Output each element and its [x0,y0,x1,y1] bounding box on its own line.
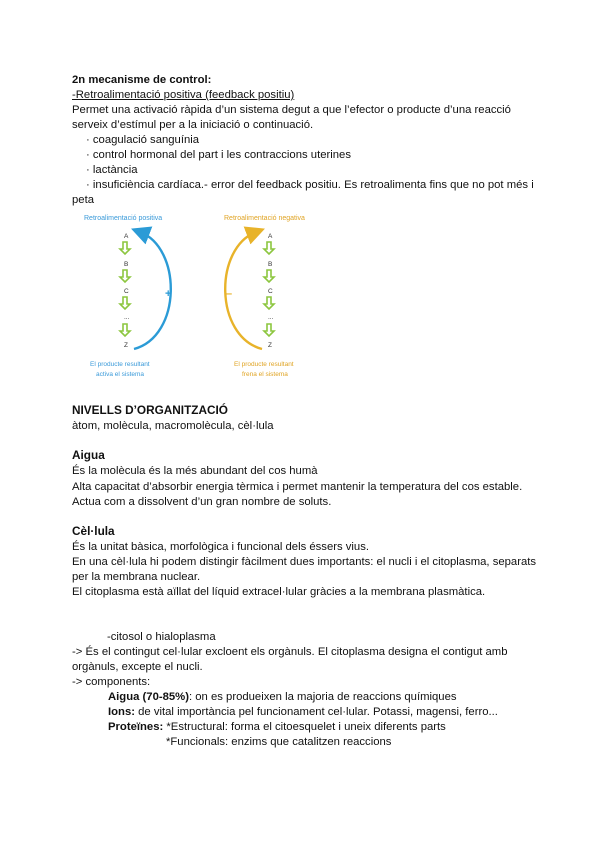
down-arrow [120,324,130,336]
down-arrow [120,270,130,282]
minus-sign: – [226,288,233,300]
letter-c: C [124,288,129,295]
component-text: de vital importància pel funcionament cel·lular. Potassi, magensi, ferro... [135,706,498,718]
paragraph-line: -> components: [72,676,151,688]
left-panel-title: Retroalimentació positiva [84,215,163,222]
bullet-item: · lactància [86,164,138,176]
bullet-item: · insuficiència cardíaca.- error del feedback positiu. Es retroalimenta fins que no pot més i [86,179,534,191]
component-label: Aigua (70-85%) [108,691,189,703]
component-water [108,690,457,704]
plus-sign: + [165,288,172,300]
down-arrow [120,297,130,309]
letter-z: Z [268,342,272,349]
right-panel-title: Retroalimentació negativa [224,215,305,222]
letter-b: B [124,261,129,268]
cytosol-heading: -citosol o hialoplasma [107,631,216,643]
letter-a: A [124,233,129,240]
paragraph-line: serveix d’estímul per a la iniciació o continuació. [72,119,314,131]
down-arrow [264,297,274,309]
left-caption-line1: El producte resultant [90,361,150,368]
down-arrow [120,242,130,254]
section-title-cell: Cèl·lula [72,524,115,538]
paragraph-line: àtom, molècula, macromolècula, cèl·lula [72,420,274,432]
paragraph-line: El citoplasma està aïllat del líquid extracel·lular gràcies a la membrana plasmàtica. [72,586,486,598]
paragraph-line: Permet una activació ràpida d’un sistema degut a que l’efector o producte d’una reacció [72,104,511,116]
bullet-item: · control hormonal del part i les contraccions uterines [86,149,351,161]
left-caption-line2: activa el sistema [96,371,145,378]
section-title-control: 2n mecanisme de control: [72,74,212,86]
paragraph-line: -> És el contingut cel·lular excloent els orgànuls. El citoplasma designa el contigut amb [72,646,508,658]
component-proteins-functional: *Funcionals: enzims que catalitzen reaccions [166,736,392,748]
feedback-diagram [72,208,356,384]
component-ions [108,705,498,719]
down-arrow [264,270,274,282]
paragraph-line: Alta capacitat d’absorbir energia tèrmica i permet mantenir la temperatura del cos estable. [72,481,523,493]
section-title-water: Aigua [72,448,105,462]
letter-z: Z [124,342,128,349]
paragraph-line: orgànuls, excepte el nucli. [72,661,203,673]
right-caption-line2: frena el sistema [242,371,288,378]
letter-dots: ... [124,314,130,321]
letter-a: A [268,233,273,240]
feedback-diagram-svg [72,208,356,384]
letter-dots: ... [268,314,274,321]
component-text: : on es produeixen la majoria de reaccions químiques [188,691,457,703]
right-caption-line1: El producte resultant [234,361,294,368]
paragraph-line: per la membrana nuclear. [72,571,201,583]
component-text: *Estructural: forma el citoesquelet i uneix diferents parts [163,721,446,733]
letter-b: B [268,261,273,268]
down-arrow [264,242,274,254]
section-title-levels: NIVELLS D’ORGANITZACIÓ [72,403,228,417]
paragraph-line: És la molècula és la més abundant del cos humà [72,465,318,477]
paragraph-line: Actua com a dissolvent d’un gran nombre de soluts. [72,496,332,508]
bullet-continuation: peta [72,194,94,206]
down-arrow [264,324,274,336]
component-label: Proteïnes: [108,721,164,733]
paragraph-line: En una cèl·lula hi podem distingir fàcilment dues importants: el nucli i el citoplasma, separats [72,556,537,568]
bullet-item: · coagulació sanguínia [86,134,200,146]
component-label: Ions: [108,706,135,718]
subtitle-positive-feedback: -Retroalimentació positiva (feedback positiu) [72,89,295,101]
component-proteins [108,720,446,734]
paragraph-line: És la unitat bàsica, morfològica i funcional dels éssers vius. [72,541,370,553]
letter-c: C [268,288,273,295]
